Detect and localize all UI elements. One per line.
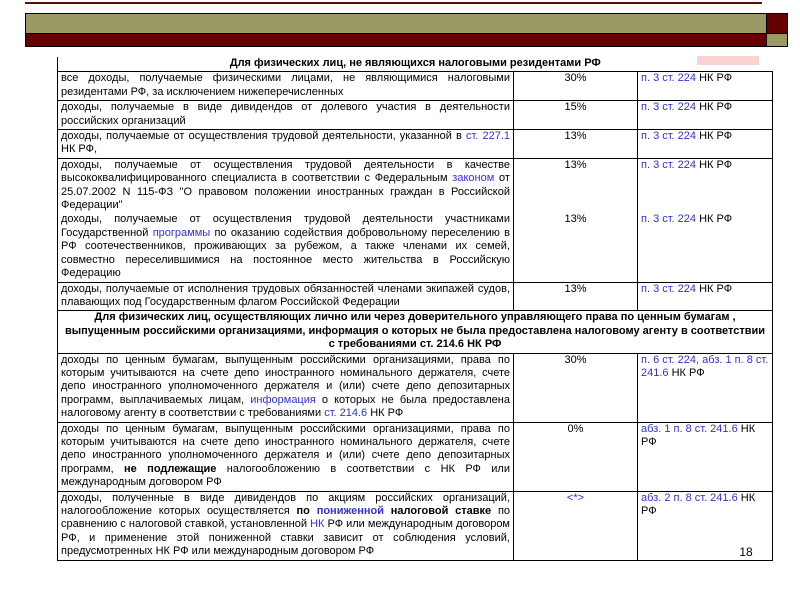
rate-value: 13%: [564, 213, 587, 226]
reference-text: НК РФ: [668, 366, 705, 379]
income-description-cell: [58, 72, 514, 101]
reference-text: НК РФ: [696, 101, 733, 114]
tax-rate-cell: [514, 491, 638, 560]
table-row: [58, 282, 773, 311]
description-text: НК РФ,: [61, 143, 98, 156]
maroon-square: [766, 13, 788, 34]
table-row: [58, 101, 773, 130]
income-description-cell: [58, 130, 514, 159]
tax-rate-cell: [514, 282, 638, 311]
legal-reference-cell: [638, 282, 773, 311]
tax-rate-cell: [514, 130, 638, 159]
top-rule: [25, 2, 762, 4]
reference-text: НК РФ: [696, 158, 733, 171]
reference-link-text: п. 6 ст. 224, абз. 1 п. 8 ст. 241.6: [641, 353, 769, 379]
olive-bar: [25, 13, 767, 34]
reference-link-text: п. 3 ст. 224: [641, 158, 697, 171]
rate-value: 15%: [564, 101, 587, 114]
legal-reference-cell: [638, 72, 773, 101]
reference-link-text: ст. 227.1: [465, 130, 510, 143]
reference-link-text: п. 3 ст. 224: [641, 213, 697, 226]
description-text: по оказанию содействия добровольному переселению в РФ соотечественников, проживающих за рубежом, а также членами их семей, совместно переселившимися на постоянное место жительства в Российскую Федерацию: [61, 226, 510, 280]
description-text: доходы, получаемые от осуществления трудовой деятельности в качестве высококвалифицированного специалиста в соответствии с Федеральным: [61, 158, 510, 185]
rate-value: 30%: [564, 353, 587, 366]
table-row: [58, 353, 773, 422]
income-description-cell: [58, 491, 514, 560]
description-text: доходы, получаемые от исполнения трудовых обязанностей членами экипажей судов, плавающих под Государственным флагом Российской Федерации: [61, 282, 510, 308]
reference-text: НК РФ: [696, 72, 733, 85]
table-row: [58, 213, 773, 282]
description-text: по: [296, 505, 317, 517]
description-text: доходы по ценным бумагам, выпущенным российскими организациями, права по которым учитываются на счете депо иностранного номинального держателя, счете депо иностранного уполномоченного держателя и (или) счете депо депозитарных программ,: [61, 422, 510, 475]
income-description-cell: [58, 422, 514, 491]
income-description-cell: [58, 101, 514, 130]
rate-value: 13%: [564, 158, 587, 171]
reference-link-text: п. 3 ст. 224: [641, 101, 697, 114]
section-title: Для физических лиц, осуществляющих лично или через доверительного управляющего права по ценным бумагам , выпущенным российскими организациями, информация о которых не была предоставлена налоговому агенту в соответствии с требованиями ст. 214.6 НК РФ: [58, 311, 773, 353]
rate-value: 0%: [567, 422, 584, 435]
description-text: все доходы, получаемые физическими лицами, не являющимися налоговыми резидентами РФ, за исключением нижеперечисленных: [61, 72, 510, 98]
reference-link-text: п. 3 ст. 224: [641, 282, 697, 295]
description-text: доходы, получаемые от осуществления трудовой деятельности участниками Государственной: [61, 213, 510, 239]
reference-link-text: п. 3 ст. 224: [641, 130, 697, 143]
tax-rate-cell: [514, 72, 638, 101]
reference-text: НК РФ: [696, 213, 733, 226]
rate-value: 30%: [564, 72, 587, 85]
description-text: доходы, получаемые от осуществления трудовой деятельности, указанной в: [61, 130, 466, 143]
rate-value: 13%: [564, 282, 587, 295]
description-text: налоговой ставке: [384, 505, 492, 517]
table-row: [58, 158, 773, 213]
tax-rate-cell: [514, 213, 638, 282]
description-text: по сравнению с налоговой ставкой, установленной: [61, 505, 511, 531]
section-header-row: [58, 57, 773, 72]
income-description-cell: [58, 282, 514, 311]
legal-reference-cell: [638, 353, 773, 422]
reference-link-text: абз. 1 п. 8 ст. 241.6: [641, 422, 738, 435]
description-text: доходы, полученные в виде дивидендов по акциям российских организаций, налогообложение которых осуществляется: [61, 491, 510, 517]
description-text: РФ или международным договором РФ, и применение этой пониженной ставки зависит от соблюдения условий, предусмотренных НК РФ или международным договором РФ: [61, 518, 510, 558]
reference-link-text: абз. 2 п. 8 ст. 241.6: [641, 491, 738, 504]
reference-link-text: пониженной: [316, 505, 384, 517]
olive-square: [766, 33, 788, 47]
table-row: [58, 422, 773, 491]
tax-rates-table: [57, 57, 773, 561]
legal-reference-cell: [638, 101, 773, 130]
rate-value: 13%: [564, 130, 587, 143]
reference-link-text: информация: [250, 393, 316, 406]
reference-text: НК РФ: [696, 130, 733, 143]
legal-reference-cell: [638, 213, 773, 282]
income-description-cell: [58, 353, 514, 422]
reference-link-text: п. 3 ст. 224: [641, 72, 697, 85]
reference-link-text: <*>: [566, 491, 585, 504]
reference-link-text: ст. 214.6: [324, 407, 368, 420]
maroon-bar: [25, 33, 767, 47]
reference-link-text: НК: [310, 518, 325, 531]
tax-rate-cell: [514, 353, 638, 422]
description-text: не подлежащие: [124, 462, 217, 475]
description-text: налогообложению в соответствии с НК РФ или международным договором РФ: [61, 462, 510, 489]
legal-reference-cell: [638, 422, 773, 491]
table-row: [58, 491, 773, 560]
description-text: о которых не была предоставлена налоговому агенту в соответствии с требованиями: [61, 393, 510, 420]
legal-reference-cell: [638, 158, 773, 213]
description-text: доходы по ценным бумагам, выпущенным российскими организациями, права по которым учитываются на счете депо иностранного номинального держателя, счете депо иностранного уполномоченного держателя и (или) счете депо депозитарных программ, выплачиваемых лицам,: [61, 353, 510, 406]
description-text: НК РФ: [367, 407, 404, 420]
income-description-cell: [58, 213, 514, 282]
table-body: [58, 57, 773, 560]
reference-text: НК РФ: [696, 282, 733, 295]
income-description-cell: [58, 158, 514, 213]
tax-rate-cell: [514, 101, 638, 130]
table-row: [58, 72, 773, 101]
description-text: доходы, получаемые в виде дивидендов от долевого участия в деятельности российских организаций: [61, 101, 510, 127]
section-header-row: [58, 311, 773, 353]
legal-reference-cell: [638, 130, 773, 159]
reference-text: НК РФ: [641, 491, 756, 517]
reference-link-text: программы: [152, 226, 211, 239]
page-number: 18: [739, 545, 753, 559]
table-row: [58, 130, 773, 159]
tax-rate-cell: [514, 422, 638, 491]
description-text: от 25.07.2002 N 115-ФЗ "О правовом положении иностранных граждан в Российской Федерации": [61, 172, 510, 212]
reference-text: НК РФ: [641, 422, 756, 448]
section-title: Для физических лиц, не являющихся налоговыми резидентами РФ: [58, 57, 773, 72]
reference-link-text: законом: [452, 172, 495, 185]
tax-rate-cell: [514, 158, 638, 213]
